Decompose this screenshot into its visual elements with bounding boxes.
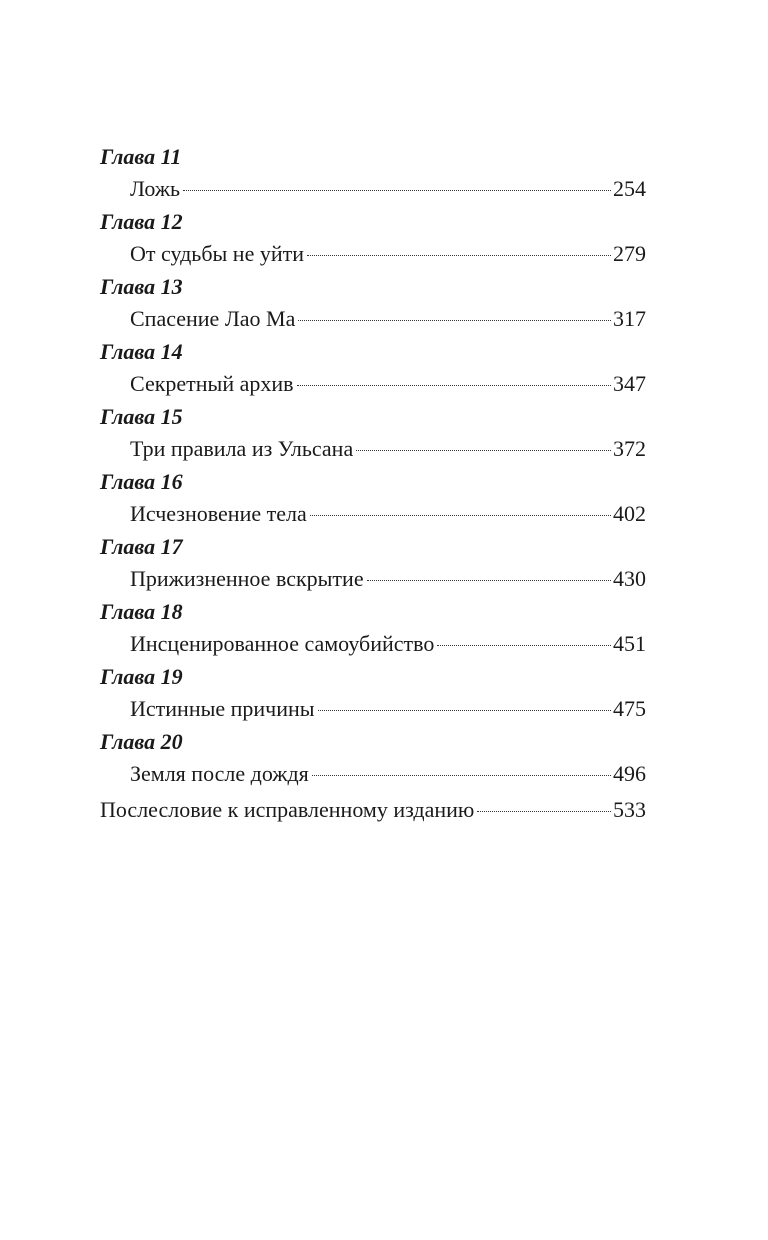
toc-chapter xyxy=(100,532,646,597)
chapter-heading: Глава 15 xyxy=(100,404,183,429)
dot-leader xyxy=(318,710,611,711)
dot-leader xyxy=(477,811,611,812)
page-number: 372 xyxy=(613,436,646,461)
toc-entry xyxy=(100,626,646,662)
chapter-heading: Глава 16 xyxy=(100,469,183,494)
toc-entry xyxy=(100,496,646,532)
page-number: 496 xyxy=(613,761,646,786)
page-number: 279 xyxy=(613,241,646,266)
entry-title: Три правила из Ульсана xyxy=(130,436,354,461)
toc-afterword-entry xyxy=(100,792,646,828)
toc-chapter xyxy=(100,597,646,662)
dot-leader xyxy=(367,580,611,581)
page-number: 317 xyxy=(613,306,646,331)
toc-entry xyxy=(100,171,646,207)
chapter-heading: Глава 17 xyxy=(100,534,183,559)
toc-entry xyxy=(100,236,646,272)
toc-entry xyxy=(100,431,646,467)
entry-title: Истинные причины xyxy=(130,696,315,721)
toc-entry xyxy=(100,301,646,337)
toc-chapter xyxy=(100,207,646,272)
toc-chapter xyxy=(100,662,646,727)
entry-title: Послесловие к исправленному изданию xyxy=(100,797,475,822)
dot-leader xyxy=(310,515,611,516)
chapter-heading: Глава 11 xyxy=(100,144,182,169)
toc-entry xyxy=(100,366,646,402)
entry-title: Прижизненное вскрытие xyxy=(130,566,364,591)
toc-chapter xyxy=(100,337,646,402)
entry-title: Исчезновение тела xyxy=(130,501,307,526)
dot-leader xyxy=(298,320,611,321)
entry-title: Ложь xyxy=(130,176,181,201)
toc-entry xyxy=(100,756,646,792)
toc-chapter xyxy=(100,727,646,792)
chapter-heading: Глава 18 xyxy=(100,599,183,624)
toc-chapter xyxy=(100,272,646,337)
table-of-contents xyxy=(100,142,646,828)
dot-leader xyxy=(312,775,611,776)
dot-leader xyxy=(437,645,611,646)
toc-entry xyxy=(100,561,646,597)
chapter-heading: Глава 14 xyxy=(100,339,183,364)
entry-title: Земля после дождя xyxy=(130,761,309,786)
entry-title: Инсценированное самоубийство xyxy=(130,631,435,656)
page-number: 347 xyxy=(613,371,646,396)
page-number: 533 xyxy=(613,797,646,822)
chapter-heading: Глава 13 xyxy=(100,274,183,299)
entry-title: Секретный архив xyxy=(130,371,294,396)
toc-chapter xyxy=(100,402,646,467)
page-number: 451 xyxy=(613,631,646,656)
dot-leader xyxy=(183,190,611,191)
entry-title: От судьбы не уйти xyxy=(130,241,304,266)
chapter-heading: Глава 12 xyxy=(100,209,183,234)
dot-leader xyxy=(297,385,611,386)
dot-leader xyxy=(307,255,611,256)
dot-leader xyxy=(356,450,611,451)
chapter-heading: Глава 20 xyxy=(100,729,183,754)
entry-title: Спасение Лао Ма xyxy=(130,306,296,331)
toc-chapter xyxy=(100,467,646,532)
chapter-heading: Глава 19 xyxy=(100,664,183,689)
toc-entry xyxy=(100,691,646,727)
page-number: 430 xyxy=(613,566,646,591)
page-number: 475 xyxy=(613,696,646,721)
page-number: 254 xyxy=(613,176,646,201)
toc-chapter xyxy=(100,142,646,207)
page-number: 402 xyxy=(613,501,646,526)
